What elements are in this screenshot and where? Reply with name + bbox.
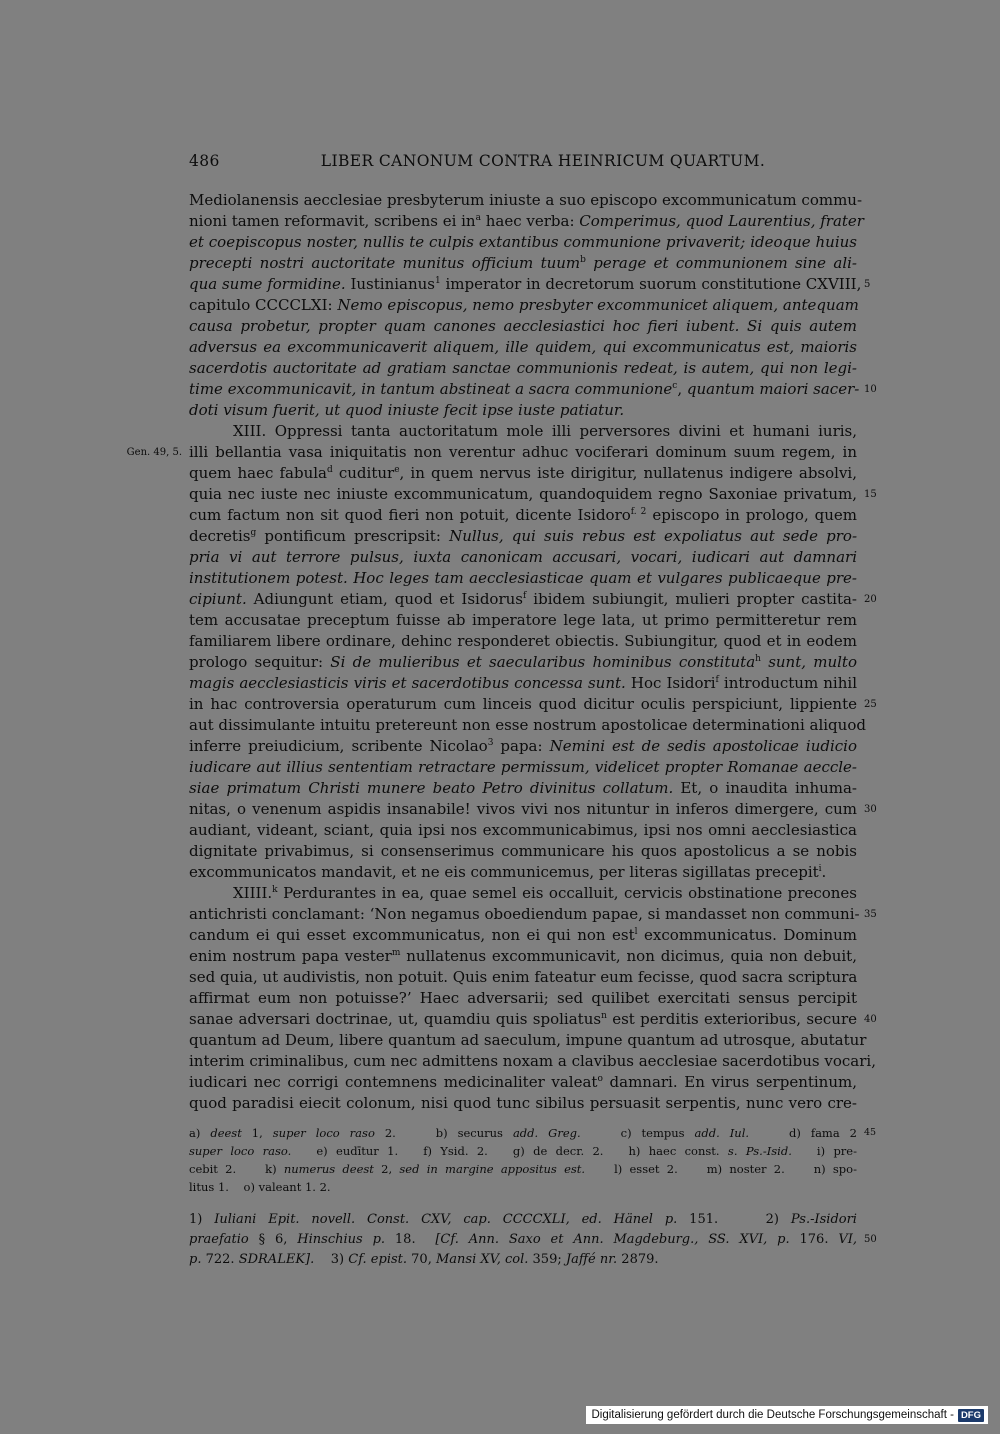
text-line	[189, 547, 857, 568]
text-line-text: in hac controversia operaturum cum linceis quod dicitur oculis perspiciunt, lippiente	[189, 695, 857, 713]
text-line	[189, 568, 857, 589]
text-line-text: candum ei qui esset excommunicatus, non ei qui non est$^l$ excommunicatus. Dominum	[189, 926, 857, 944]
footer-text: Digitalisierung gefördert durch die Deutsche Forschungsgemeinschaft -	[591, 1409, 954, 1421]
text-line	[189, 967, 857, 988]
text-line	[189, 274, 871, 295]
text-line-text: capitulo CCCCLXI: Nemo episcopus, nemo presbyter excommunicet aliquem, antequam	[189, 296, 859, 314]
text-line	[189, 337, 857, 358]
dfg-footer-banner	[586, 1406, 989, 1424]
text-line-text: audiant, videant, sciant, quia ipsi nos excommunicabimus, ipsi nos omni aecclesiastica	[189, 821, 857, 839]
line-number: 25	[864, 699, 877, 710]
text-line-text: XIIII.$^k$ Perdurantes in ea, quae semel eis occalluit, cervicis obstinatione precones	[233, 884, 857, 902]
text-line	[189, 736, 857, 757]
running-header	[189, 152, 857, 174]
text-line-text: iudicare aut illius sententiam retractare permissum, videlicet propter Romanae aeccle-	[189, 758, 857, 776]
line-number: 40	[864, 1014, 877, 1025]
text-line-text: antichristi conclamant: ‘Non negamus oboediendum papae, si mandasset non communi-	[189, 905, 860, 923]
text-line	[189, 463, 857, 484]
text-line	[189, 631, 857, 652]
critical-apparatus	[189, 1124, 877, 1196]
text-line	[189, 778, 857, 799]
text-line-text: doti visum fuerit, ut quod iniuste fecit ipse iuste patiatur.	[189, 401, 625, 419]
text-line	[189, 883, 857, 904]
text-line-text: illi bellantia vasa iniquitatis non verentur adhuc vociferari dominum suum regem, in	[189, 443, 857, 461]
text-line-text: interim criminalibus, cum nec admittens noxam a clavibus aecclesiae sacerdotibus vocari,	[189, 1052, 876, 1070]
text-line-text: causa probetur, propter quam canones aecclesiastici hoc fieri iubent. Si quis autem	[189, 317, 857, 335]
reference-line-text: 1) Iuliani Epit. novell. Const. CXV, cap. CCCCXLI, ed. Hänel p. 151. 2) Ps.-Isidori	[189, 1212, 857, 1227]
text-line	[189, 505, 857, 526]
text-line	[189, 253, 857, 274]
text-line	[189, 295, 857, 316]
footnote-line-text: a) deest 1, super loco raso 2. b) securus add. Greg. c) tempus add. Iul. d) fama 2	[189, 1126, 857, 1140]
text-line-text: affirmat eum non potuisse?’ Haec adversarii; sed quilibet exercitati sensus percipit	[189, 989, 857, 1007]
text-line-text: nioni tamen reformavit, scribens ei $in^a$ haec verba: Comperimus, quod Laurentius, frater	[189, 212, 864, 230]
source-references	[189, 1210, 877, 1270]
text-line-text: cum factum non sit quod fieri non potuit, dicente Isidoro$^{f. 2}$ episcopo in prologo, quem	[189, 506, 858, 524]
text-line	[189, 526, 857, 547]
text-line	[189, 1030, 867, 1051]
line-number: 50	[864, 1234, 877, 1245]
text-line-text: institutionem potest. Hoc leges tam aecclesiasticae quam et vulgares publicaeque pre-	[189, 569, 857, 587]
text-line-text: aut dissimulante intuitu pretereunt non esse nostrum apostolicae determinationi aliquod	[189, 716, 866, 734]
text-line	[189, 190, 863, 211]
text-line-text: sacerdotis auctoritate ad gratiam sanctae communionis redeat, is autem, qui non legi-	[189, 359, 857, 377]
text-line	[189, 358, 857, 379]
text-line	[189, 232, 857, 253]
footnote-line	[189, 1160, 857, 1178]
reference-line-text: praefatio § 6, Hinschius p. 18. [Cf. Ann. Saxo et Ann. Magdeburg., SS. XVI, p. 176. VI,	[189, 1232, 857, 1247]
text-line	[189, 988, 857, 1009]
text-line	[189, 757, 857, 778]
text-line	[189, 715, 866, 736]
text-line-text: sanae adversari doctrinae, ut, quamdiu quis spoliatus$^n$ est perditis exterioribus, secure	[189, 1010, 858, 1028]
text-line	[189, 421, 857, 442]
line-number: 20	[864, 594, 877, 605]
text-line-text: qua sume formidine. Iustinianus$^1$ imperator in decretorum suorum constitutione CXVIII,	[189, 275, 862, 293]
text-line	[189, 841, 857, 862]
text-line-text: quem haec fabula$^d$ cuditur$^e$, in quem nervus iste dirigitur, nullatenus indigere absolvi,	[189, 464, 857, 482]
text-line-text: tem accusatae preceptum fuisse ab imperatore lege lata, ut primo permitteretur rem	[189, 611, 857, 629]
footnote-line-text: litus 1. o) valeant 1. 2.	[189, 1180, 331, 1194]
reference-line	[189, 1250, 857, 1270]
reference-line	[189, 1230, 877, 1250]
line-number: 45	[864, 1127, 877, 1138]
text-line-text: adversus ea excommunicaverit aliquem, ille quidem, qui excommunicatus est, maioris	[189, 338, 857, 356]
text-line-text: cipiunt. Adiungunt etiam, quod et Isidorus$^f$ ibidem subiungit, mulieri propter castita-	[189, 590, 857, 608]
text-line	[189, 484, 877, 505]
text-line-text: magis aecclesiasticis viris et sacerdotibus concessa sunt. Hoc Isidori$^f$ introductum nihil	[189, 674, 857, 692]
text-line	[189, 211, 864, 232]
footnote-line	[189, 1142, 857, 1160]
text-line-text: time excommunicavit, in tantum abstineat a sacra communione$^c$, quantum maiori sacer-	[189, 380, 860, 398]
text-line-text: excommunicatos mandavit, et ne eis communicemus, per literas sigillatas precepit$^i$.	[189, 863, 827, 881]
main-text	[126, 190, 877, 1114]
page-number: 486	[189, 152, 220, 170]
margin-reference: Gen. 49, 5.	[126, 447, 182, 458]
text-line	[126, 442, 857, 463]
text-line-text: inferre preiudicium, scribente Nicolao$^3$ papa: Nemini est de sedis apostolicae iudicio	[189, 737, 857, 755]
footnote-line-text: super loco raso. e) eudītur 1. f) Ysid. 2. g) de decr. 2. h) haec const. s. Ps.-Isid. i) pre-	[189, 1144, 858, 1158]
text-line	[189, 610, 857, 631]
line-number: 30	[864, 804, 877, 815]
text-line	[189, 1009, 877, 1030]
text-line	[189, 379, 877, 400]
text-line-text: et coepiscopus noster, nullis te culpis extantibus communione privaverit; ideoque huius	[189, 233, 857, 251]
text-line	[189, 694, 877, 715]
text-line-text: quia nec iuste nec iniuste excommunicatum, quandoquidem regno Saxoniae privatum,	[189, 485, 857, 503]
text-line	[189, 316, 857, 337]
text-line-text: nitas, o venenum aspidis insanabile! vivos vivi nos nituntur in inferos dimergere, cum	[189, 800, 857, 818]
text-line	[189, 904, 877, 925]
dfg-logo: DFG	[958, 1409, 984, 1422]
line-number: 5	[864, 279, 871, 290]
text-line-text: familiarem libere ordinare, dehinc responderet obiectis. Subiungitur, quod et in eodem	[189, 632, 857, 650]
reference-line-text: p. 722. SDRALEK]. 3) Cf. epist. 70, Mansi XV, col. 359; Jaffé nr. 2879.	[189, 1252, 659, 1267]
footnote-line	[189, 1178, 857, 1196]
text-line	[189, 1072, 857, 1093]
text-line-text: enim nostrum papa vester$^m$ nullatenus excommunicavit, non dicimus, quia non debuit,	[189, 947, 857, 965]
text-line-text: Mediolanensis aecclesiae presbyterum iniuste a suo episcopo excommunicatum commu-	[189, 191, 863, 209]
text-line	[189, 589, 877, 610]
text-line-text: quod paradisi eiecit colonum, nisi quod tunc sibilus persuasit serpentis, nunc vero cre-	[189, 1094, 857, 1112]
text-line-text: precepti nostri auctoritate munitus officium tuum$^b$ perage et communionem sine ali-	[189, 254, 857, 272]
line-number: 15	[864, 489, 877, 500]
text-line	[189, 1093, 857, 1114]
line-number: 35	[864, 909, 877, 920]
text-line-text: quantum ad Deum, libere quantum ad saeculum, impune quantum ad utrosque, abutatur	[189, 1031, 867, 1049]
text-line-text: siae primatum Christi munere beato Petro divinitus collatum. Et, o inaudita inhuma-	[189, 779, 858, 797]
text-line	[189, 1051, 876, 1072]
text-line	[189, 946, 857, 967]
footnote-line	[189, 1124, 877, 1142]
text-line	[189, 400, 857, 421]
line-number: 10	[864, 384, 877, 395]
text-line	[189, 799, 877, 820]
text-line	[189, 673, 857, 694]
text-line	[189, 925, 857, 946]
text-line	[189, 652, 857, 673]
text-line-text: pria vi aut terrore pulsus, iuxta canonicam accusari, vocari, iudicari aut damnari	[189, 548, 857, 566]
text-line-text: iudicari nec corrigi contemnens medicinaliter valeat$^o$ damnari. En virus serpentinum,	[189, 1073, 857, 1091]
text-line-text: dignitate privabimus, si consenserimus communicare his quos apostolicus a se nobis	[189, 842, 857, 860]
text-line-text: prologo sequitur: Si de mulieribus et saecularibus hominibus constituta$^h$ sunt, multo	[189, 653, 857, 671]
text-line-text: decretis$^g$ pontificum prescripsit: Nullus, qui suis rebus est expoliatus aut sede pro-	[189, 527, 858, 545]
footnote-line-text: cebit 2. k) numerus deest 2, sed in margine appositus est. l) esset 2. m) noster 2. n) spo-	[189, 1162, 857, 1176]
running-title: LIBER CANONUM CONTRA HEINRICUM QUARTUM.	[320, 152, 766, 170]
text-line	[189, 820, 857, 841]
text-line-text: sed quia, ut audivistis, non potuit. Quis enim fateatur eum fecisse, quod sacra scriptura	[189, 968, 858, 986]
reference-line	[189, 1210, 857, 1230]
text-line	[189, 862, 857, 883]
text-line-text: XIII. Oppressi tanta auctoritatum mole illi perversores divini et humani iuris,	[233, 422, 857, 440]
